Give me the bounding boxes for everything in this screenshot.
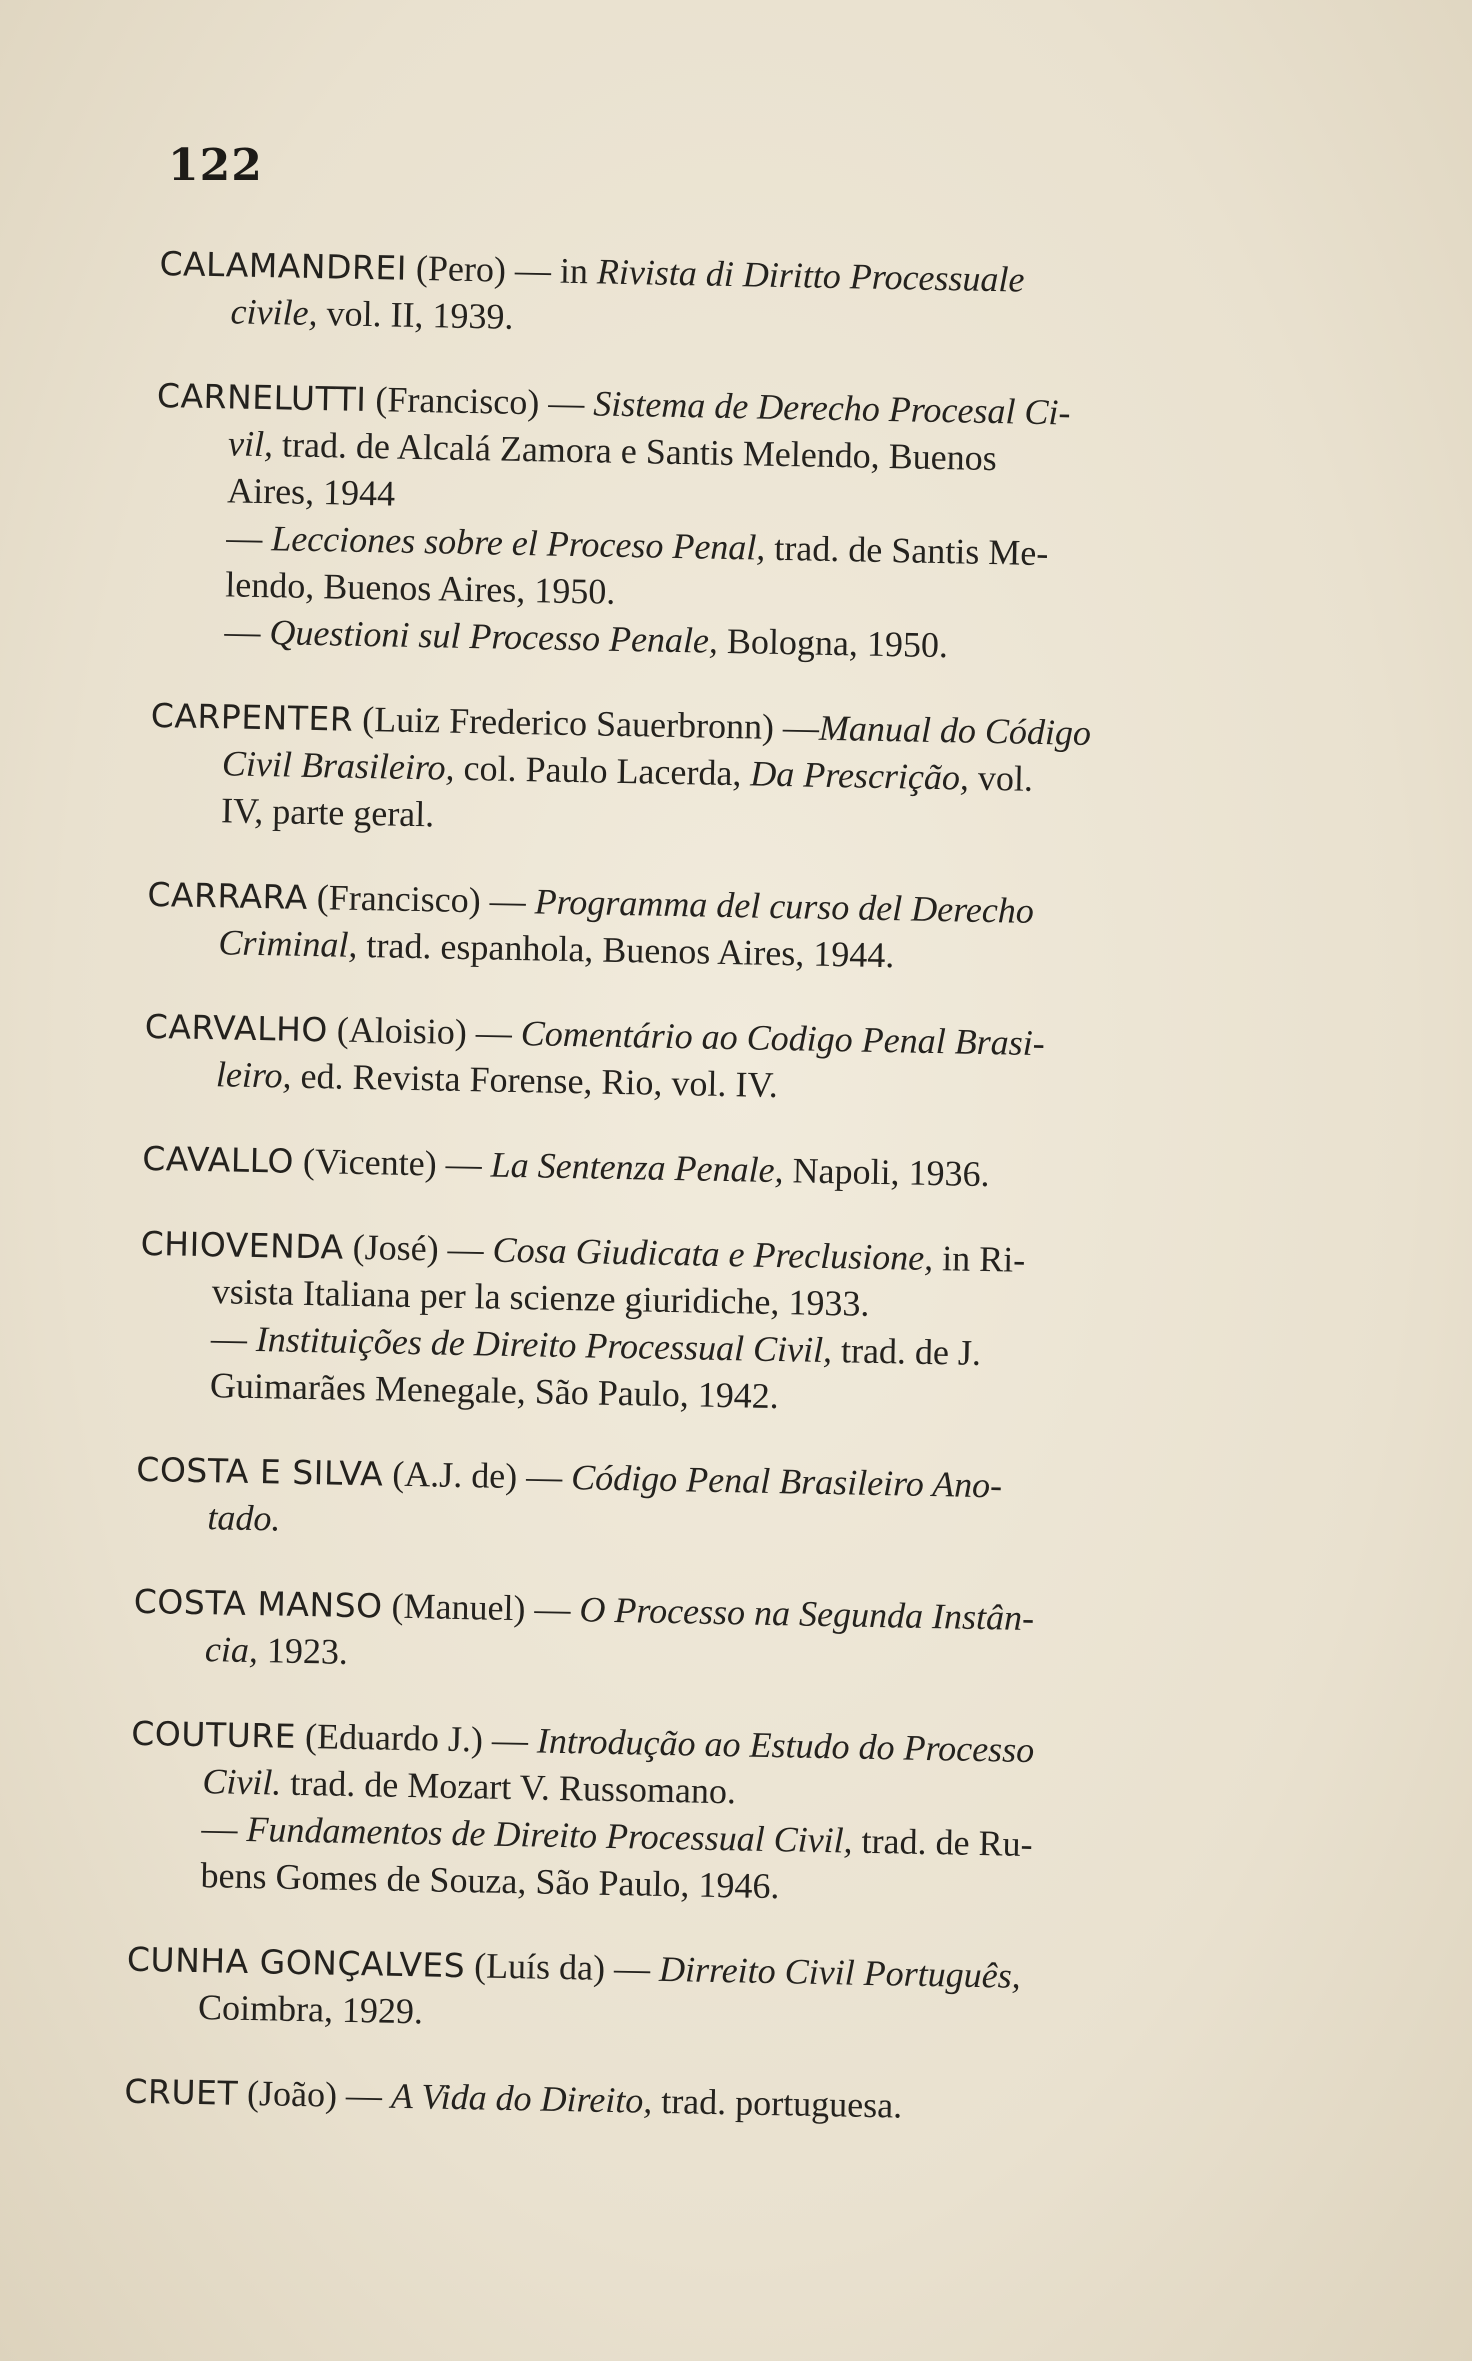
entry-text: — [225, 517, 272, 559]
entry-text: (A.J. de) — [382, 1453, 572, 1498]
work-title: Da Prescrição, [750, 753, 970, 798]
author-name: CAVALLO [141, 1138, 295, 1181]
work-title: tado. [207, 1497, 281, 1539]
entry-text: (Luís da) — [464, 1945, 660, 1989]
bibliography-entry [124, 2068, 1325, 2138]
work-title: Questioni sul Processo Penale, [269, 612, 719, 661]
entry-text: (Aloisio) — [327, 1009, 522, 1054]
bibliography-entry [142, 1135, 1343, 1205]
author-name: CHIOVENDA [140, 1223, 345, 1267]
work-title: O Processo na Segunda Instân- [579, 1589, 1035, 1639]
entry-text: vol. II, 1939. [317, 293, 514, 337]
entry-text: Aires, 1944 [226, 470, 396, 514]
entry-line [142, 1135, 1343, 1205]
entry-line [124, 2068, 1325, 2138]
author-name: CARRARA [147, 874, 309, 917]
work-title: Civil Brasileiro, [221, 743, 455, 788]
work-title: vil, [227, 423, 274, 465]
work-title: Introdução ao Estudo do Processo [536, 1720, 1035, 1771]
entry-text: (Luiz Frederico Sauerbronn) — [352, 698, 820, 748]
bibliography-entry [146, 871, 1348, 988]
bibliography-entry [144, 1003, 1346, 1120]
entry-text: (Manuel) — [382, 1585, 580, 1630]
entry-text: (Francisco) — [307, 876, 536, 922]
work-title: A Vida do Direito, [390, 2075, 653, 2121]
work-title: Rivista di Diritto Processuale [596, 251, 1025, 300]
entry-text: trad. de J. [831, 1330, 982, 1373]
bibliography-list [123, 240, 1360, 2176]
page-number: 122 [168, 140, 263, 191]
work-title: Criminal, [218, 922, 358, 965]
bibliography-entry [138, 1220, 1341, 1431]
entry-text: (Francisco) — [366, 378, 594, 424]
bibliography-entry [152, 372, 1357, 677]
entry-text: bens Gomes de Souza, São Paulo, 1946. [200, 1855, 780, 1907]
work-title: Dirreito Civil Português, [658, 1948, 1022, 1996]
entry-text: 1923. [257, 1630, 349, 1672]
bibliography-entry [149, 692, 1351, 856]
entry-text: vsista Italiana per la scienze giuridiche, 1933. [211, 1271, 870, 1324]
entry-text: — [201, 1808, 247, 1849]
work-title: La Sentenza Penale, [490, 1144, 784, 1191]
author-name: COSTA E SILVA [136, 1449, 384, 1494]
work-title: Programma del curso del Derecho [534, 881, 1035, 931]
work-title: civile, [230, 291, 318, 334]
bibliography-entry [135, 1446, 1337, 1563]
author-name: CRUET [124, 2071, 239, 2113]
entry-text: trad. espanhola, Buenos Aires, 1944. [357, 924, 895, 976]
entry-text: lendo, Buenos Aires, 1950. [225, 564, 616, 612]
entry-text: trad. portuguesa. [651, 2080, 903, 2126]
bibliography-entry [126, 1936, 1328, 2053]
entry-text: (Eduardo J.) — [295, 1715, 538, 1761]
entry-text: ed. Revista Forense, Rio, vol. IV. [291, 1055, 779, 1106]
entry-text: in Ri- [932, 1238, 1026, 1280]
author-name: CALAMANDREI [159, 243, 408, 288]
author-name: CUNHA GONÇALVES [126, 1939, 466, 1986]
entry-text: IV, parte geral. [220, 790, 435, 835]
entry-text: Guimarães Menegale, São Paulo, 1942. [209, 1365, 780, 1417]
work-title: cia, [204, 1629, 259, 1671]
work-title: Cosa Giudicata e Preclusione, [492, 1229, 934, 1279]
work-title: Código Penal Brasileiro Ano- [570, 1457, 1003, 1506]
entry-text: trad. de Mozart V. Russomano. [281, 1762, 737, 1812]
work-title: Lecciones sobre el Proceso Penal, [270, 518, 766, 568]
entry-text: trad. de Alcalá Zamora e Santis Melendo, Buenos [272, 424, 998, 479]
work-title: Fundamentos de Direito Processual Civil, [246, 1808, 854, 1861]
author-name: COSTA MANSO [133, 1581, 383, 1626]
work-title: Manual do Código [818, 707, 1092, 753]
work-title: Instituições de Direito Processual Civil, [255, 1319, 833, 1371]
work-title: Sistema de Derecho Procesal Ci- [592, 383, 1071, 433]
entry-text: (Vicente) — [293, 1140, 492, 1185]
entry-text: Bologna, 1950. [717, 620, 949, 666]
author-name: CARVALHO [144, 1006, 329, 1050]
entry-text: col. Paulo Lacerda, [454, 747, 751, 794]
entry-text: (José) — [343, 1226, 494, 1270]
entry-text: Napoli, 1936. [783, 1150, 990, 1195]
work-title: leiro, [215, 1054, 293, 1096]
work-title: Comentário ao Codigo Penal Brasi- [520, 1013, 1046, 1064]
entry-text: vol. [968, 757, 1034, 799]
entry-text: (Pero) — in [406, 247, 598, 292]
work-title: Civil. [202, 1761, 282, 1803]
entry-text: Coimbra, 1929. [197, 1987, 424, 2032]
author-name: CARPENTER [150, 695, 354, 739]
bibliography-entry [133, 1578, 1335, 1695]
entry-text: trad. de Ru- [852, 1820, 1033, 1865]
bibliography-entry [158, 240, 1360, 357]
entry-text: (João) — [237, 2072, 392, 2116]
entry-text: — [224, 611, 270, 653]
entry-text: — [210, 1318, 257, 1360]
author-name: COUTURE [130, 1713, 297, 1756]
author-name: CARNELUTTI [156, 375, 367, 419]
entry-text: trad. de Santis Me- [765, 527, 1049, 574]
bibliography-entry [128, 1710, 1331, 1921]
